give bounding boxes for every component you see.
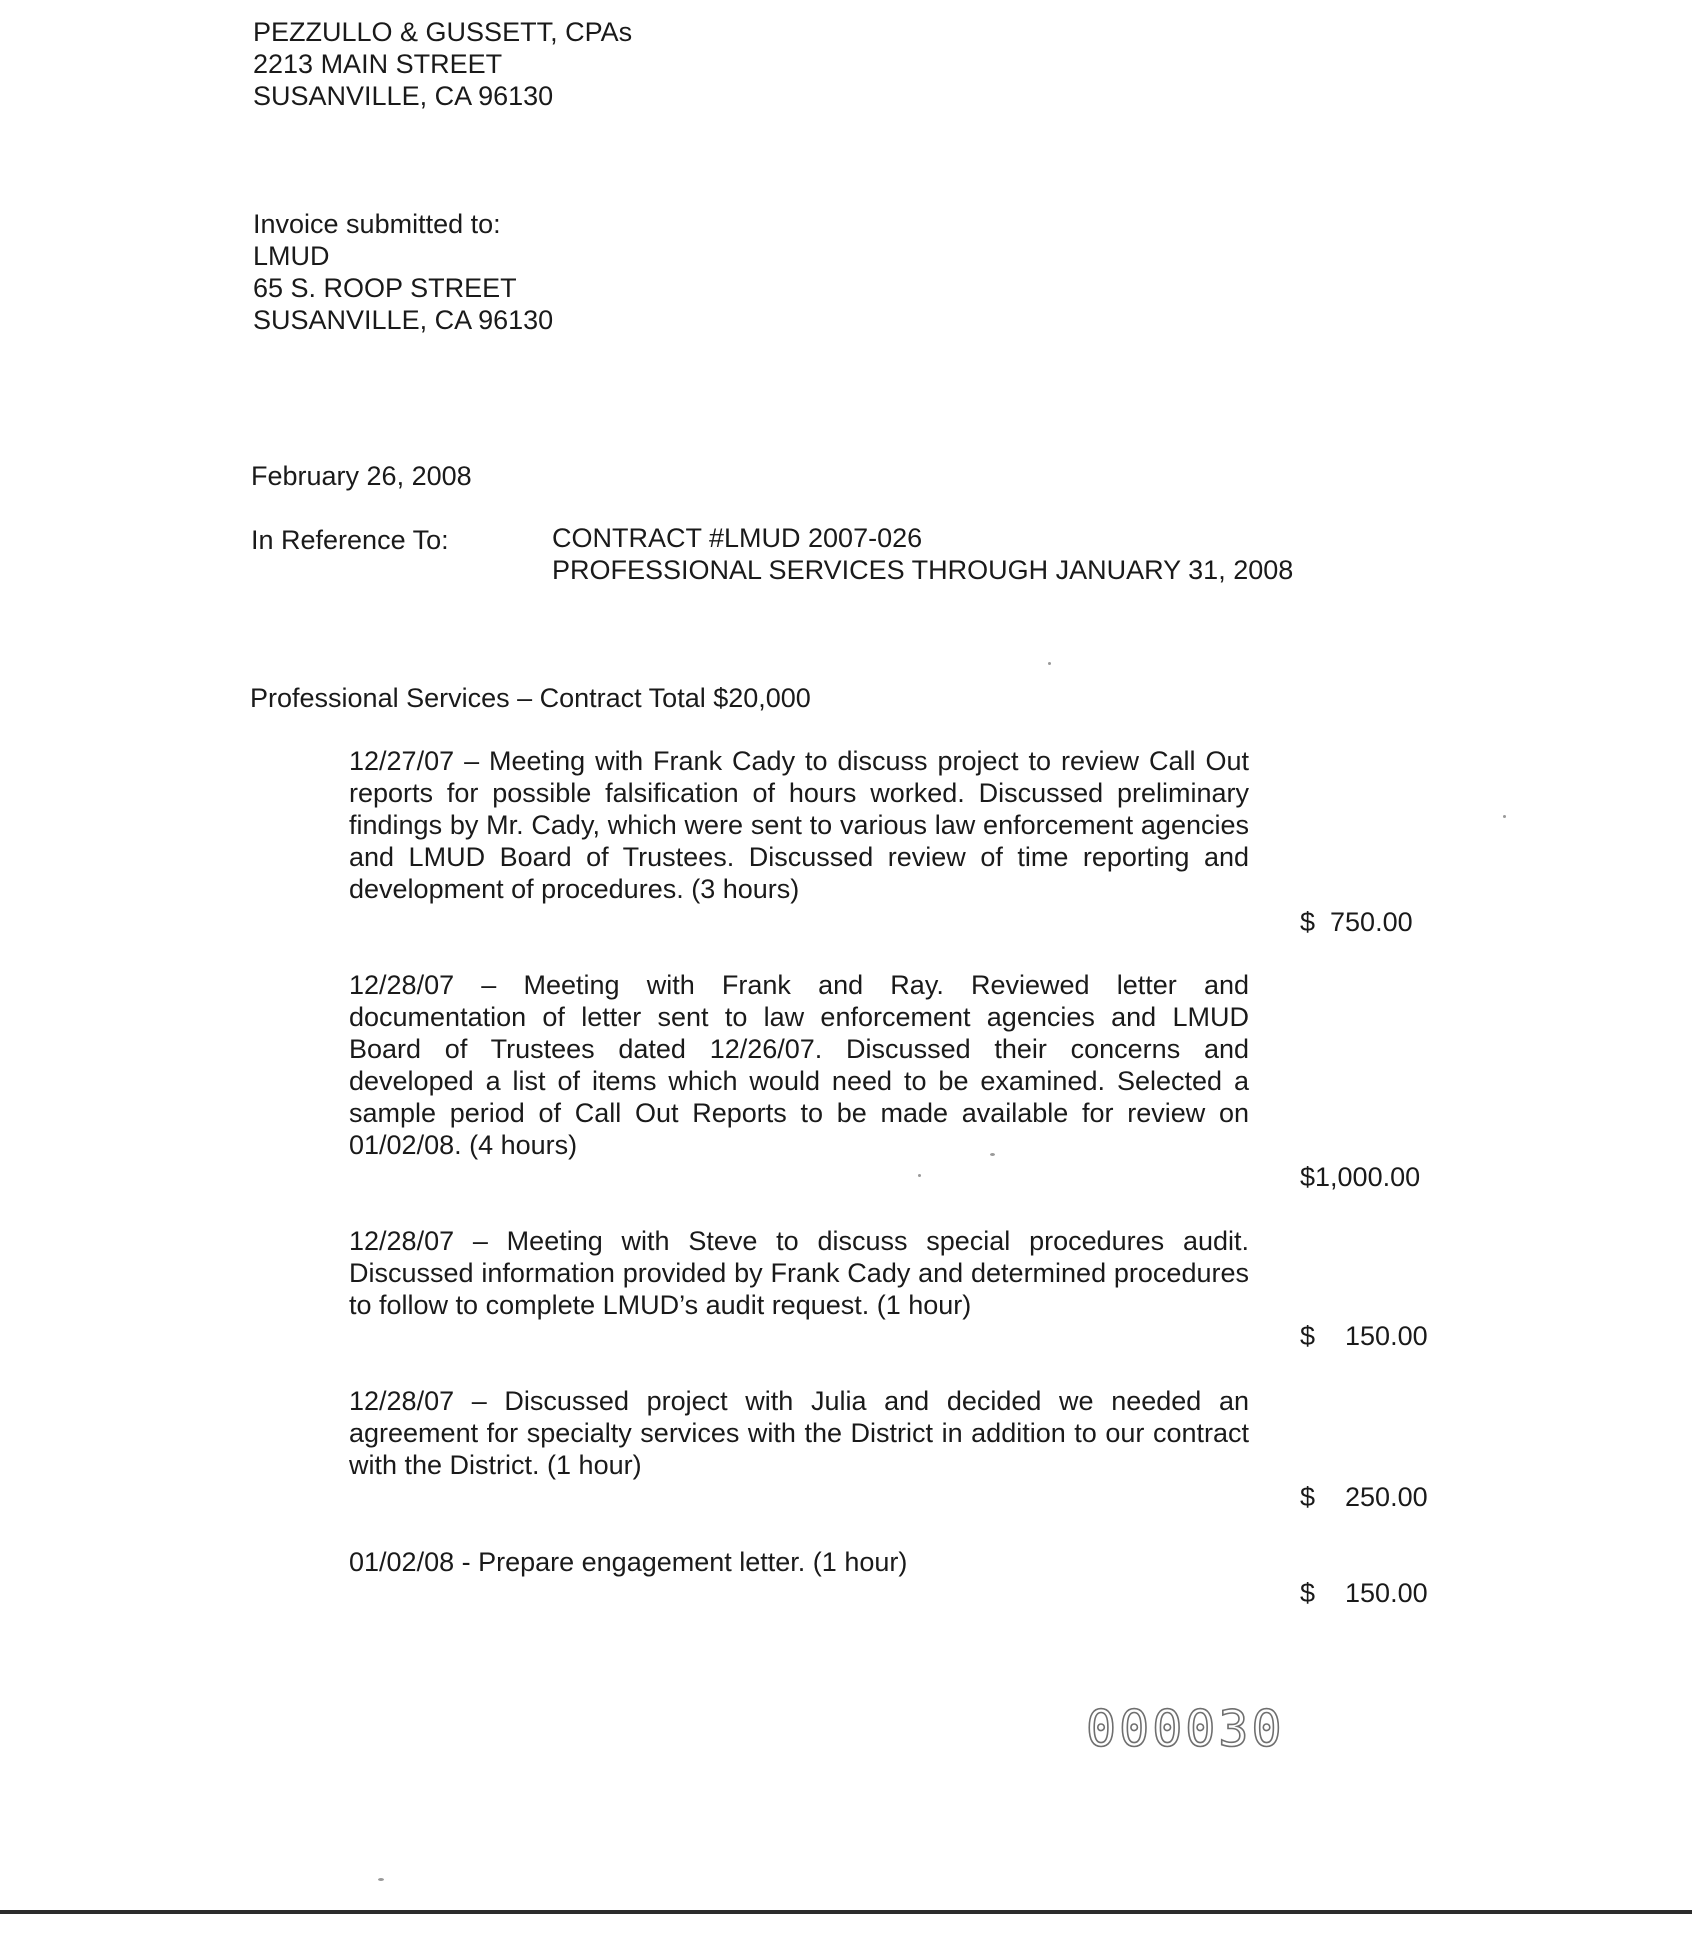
- recipient-city: SUSANVILLE, CA 96130: [253, 305, 554, 335]
- reference-period: PROFESSIONAL SERVICES THROUGH JANUARY 31, 2008: [552, 555, 1294, 585]
- reference-contract: CONTRACT #LMUD 2007-026: [552, 523, 923, 553]
- service-entry-text: 12/28/07 – Discussed project with Julia and decided we needed an agreement for specialty services with the District in addition to our contract with the District. (1 hour): [349, 1386, 1249, 1480]
- service-entry-amount: $ 250.00: [1300, 1482, 1428, 1512]
- sender-city: SUSANVILLE, CA 96130: [253, 81, 554, 111]
- scan-speck: [990, 1153, 995, 1156]
- sender-street: 2213 MAIN STREET: [253, 49, 503, 79]
- service-entry-amount: $1,000.00: [1300, 1162, 1421, 1192]
- sender-name: PEZZULLO & GUSSETT, CPAs: [253, 17, 633, 47]
- sender-address: [253, 16, 632, 112]
- invoice-date: February 26, 2008: [251, 461, 472, 491]
- reference-text: [552, 522, 1293, 586]
- service-entry-amount: $ 150.00: [1300, 1321, 1428, 1351]
- recipient-address: [253, 208, 553, 336]
- services-heading: Professional Services – Contract Total $20,000: [250, 683, 811, 713]
- reference-label: In Reference To:: [251, 525, 449, 555]
- recipient-name: LMUD: [253, 241, 330, 271]
- scan-speck: [918, 1174, 921, 1177]
- service-entry-text: 12/27/07 – Meeting with Frank Cady to discuss project to review Call Out reports for possible falsification of hours worked. Discussed preliminary findings by Mr. Cady, which were sent to various law enforcement agencies and LMUD Board of Trustees. Discussed review of time reporting and development of procedures. (3 hours): [349, 746, 1249, 904]
- scan-speck: [1048, 662, 1051, 665]
- scan-speck: [378, 1878, 384, 1881]
- service-entry-text: 12/28/07 – Meeting with Steve to discuss special procedures audit. Discussed information provided by Frank Cady and determined procedures to follow to complete LMUD’s audit request. (1 hour): [349, 1226, 1249, 1320]
- service-entry-amount: $ 150.00: [1300, 1578, 1428, 1608]
- scan-speck: [1503, 815, 1506, 818]
- recipient-street: 65 S. ROOP STREET: [253, 273, 517, 303]
- bates-stamp: 000030: [1086, 1700, 1285, 1758]
- recipient-intro: Invoice submitted to:: [253, 209, 501, 239]
- service-entry-text: 01/02/08 - Prepare engagement letter. (1 hour): [349, 1547, 908, 1577]
- service-entry-text: 12/28/07 – Meeting with Frank and Ray. Reviewed letter and documentation of letter sent to law enforcement agencies and LMUD Board of Trustees dated 12/26/07. Discussed their concerns and developed a list of items which would need to be examined. Selected a sample period of Call Out Reports to be made available for review on 01/02/08. (4 hours): [349, 970, 1249, 1160]
- bottom-edge-rule: [0, 1910, 1692, 1914]
- service-entry-amount: $ 750.00: [1300, 907, 1413, 937]
